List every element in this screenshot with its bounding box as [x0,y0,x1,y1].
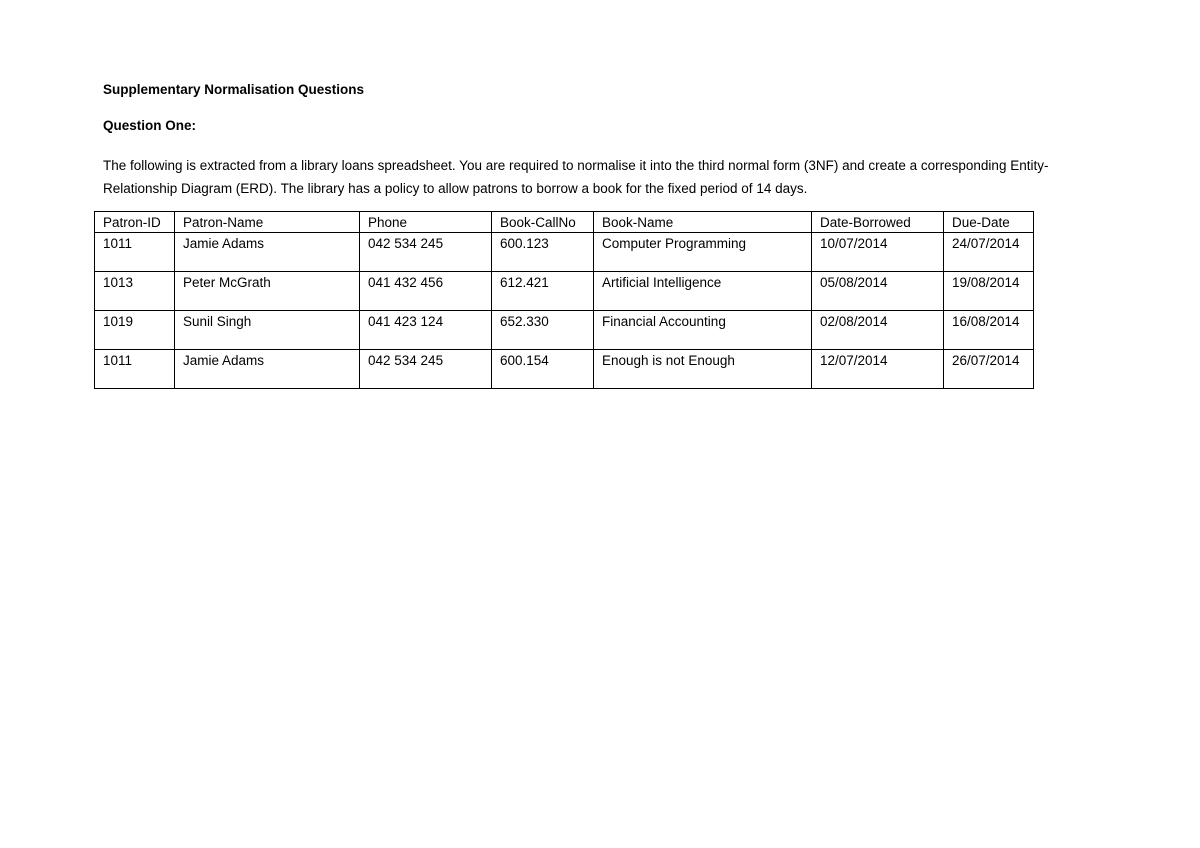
cell-patron-id: 1019 [95,311,175,350]
cell-due-date: 16/08/2014 [944,311,1034,350]
cell-phone: 042 534 245 [360,233,492,272]
cell-phone: 042 534 245 [360,350,492,389]
table-row [95,272,1034,311]
cell-patron-id: 1011 [95,233,175,272]
cell-date-borrowed: 12/07/2014 [812,350,944,389]
question-text: The following is extracted from a library loans spreadsheet. You are required to normalise it into the third normal form (3NF) and create a corresponding Entity-Relationship Diagram (ERD). The library has a policy to allow patrons to borrow a book for the fixed period of 14 days. [103,158,1049,196]
cell-date-borrowed: 10/07/2014 [812,233,944,272]
cell-book-name: Artificial Intelligence [594,272,812,311]
cell-book-callno: 612.421 [492,272,594,311]
column-header-book-callno: Book-CallNo [492,212,594,233]
cell-patron-name: Jamie Adams [175,350,360,389]
cell-patron-id: 1011 [95,350,175,389]
cell-due-date: 19/08/2014 [944,272,1034,311]
cell-book-name: Computer Programming [594,233,812,272]
cell-book-callno: 600.123 [492,233,594,272]
question-heading: Question One: [103,118,197,133]
column-header-due-date: Due-Date [944,212,1034,233]
cell-patron-id: 1013 [95,272,175,311]
column-header-phone: Phone [360,212,492,233]
document-title: Supplementary Normalisation Questions [103,82,365,97]
cell-phone: 041 432 456 [360,272,492,311]
column-header-patron-id: Patron-ID [95,212,175,233]
cell-book-name: Financial Accounting [594,311,812,350]
column-header-date-borrowed: Date-Borrowed [812,212,944,233]
cell-date-borrowed: 05/08/2014 [812,272,944,311]
library-loans-table [94,211,1034,389]
cell-book-name: Enough is not Enough [594,350,812,389]
table-row [95,350,1034,389]
cell-book-callno: 600.154 [492,350,594,389]
cell-due-date: 26/07/2014 [944,350,1034,389]
table-row [95,311,1034,350]
cell-date-borrowed: 02/08/2014 [812,311,944,350]
cell-book-callno: 652.330 [492,311,594,350]
cell-due-date: 24/07/2014 [944,233,1034,272]
column-header-book-name: Book-Name [594,212,812,233]
table-header-row [95,212,1034,233]
cell-patron-name: Peter McGrath [175,272,360,311]
cell-patron-name: Jamie Adams [175,233,360,272]
cell-phone: 041 423 124 [360,311,492,350]
table-row [95,233,1034,272]
cell-patron-name: Sunil Singh [175,311,360,350]
column-header-patron-name: Patron-Name [175,212,360,233]
